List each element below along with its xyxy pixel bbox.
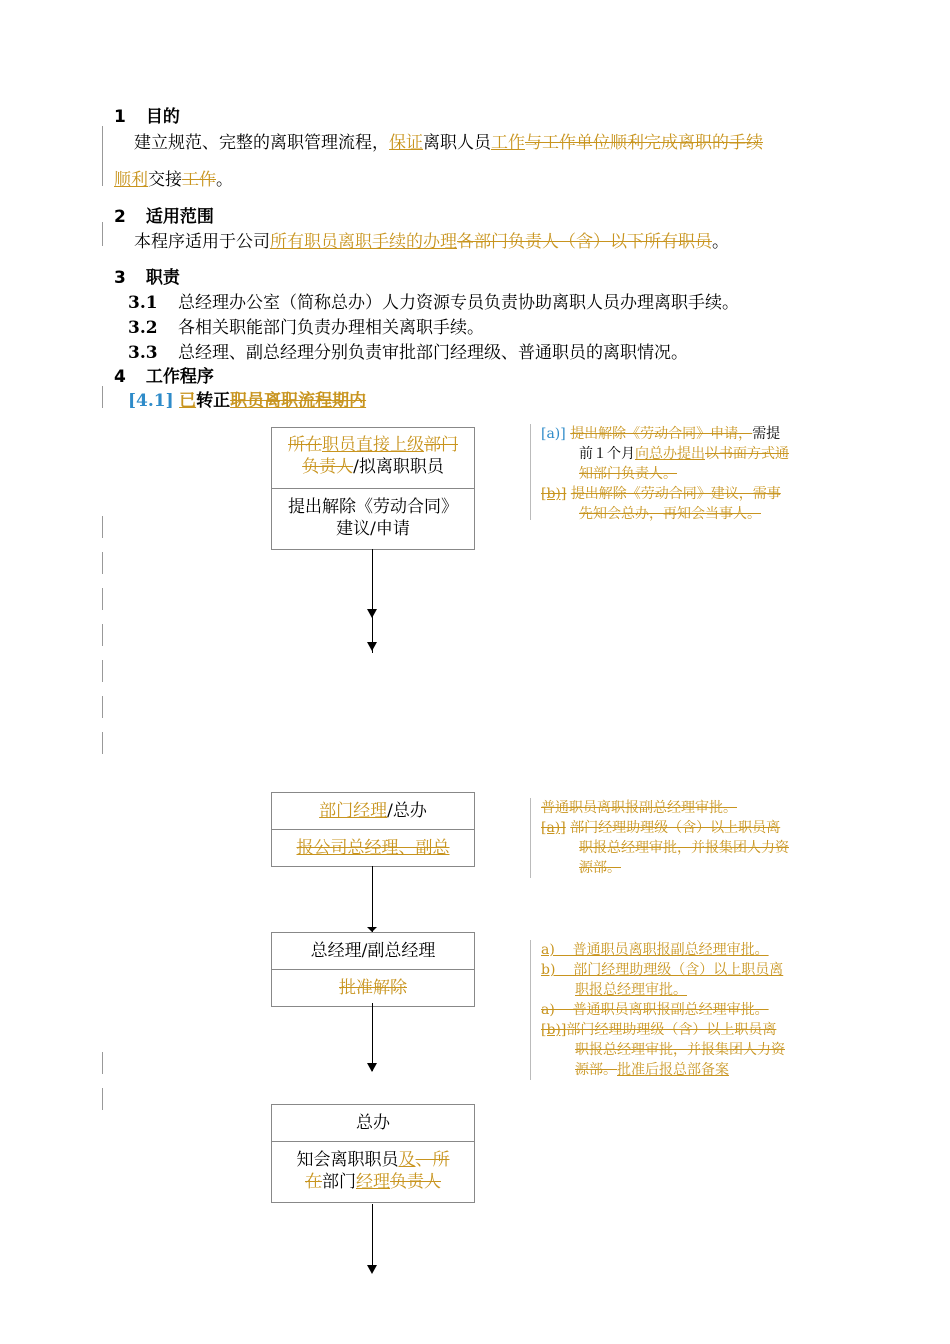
revision-bar (102, 660, 103, 682)
flow-step-role: 部门经理/总办 (319, 801, 427, 821)
flow-connector (372, 1003, 373, 1071)
revision-bar (102, 588, 103, 610)
flow-step-box (271, 792, 475, 867)
down-arrow-icon (367, 609, 377, 618)
section-1-body-line1: 建立规范、完整的离职管理流程，保证离职人员工作与工作单位顺利完成离职的手续 (134, 133, 763, 153)
down-arrow-icon (367, 1265, 377, 1274)
down-arrow-icon (367, 1063, 377, 1072)
flow-step-box (271, 1104, 475, 1203)
flow-step-action: 知会离职职员及、所 在部门经理负责人 (272, 1141, 474, 1202)
flow-step-box (271, 932, 475, 1007)
flow-note: 普通职员离职报副总经理审批。 [a)] 部门经理助理级（含）以上职员离 职报总经理审批，并报集团人力资 源部。 (530, 798, 789, 878)
duty-item: 3.3 总经理、副总经理分别负责审批部门经理级、普通职员的离职情况。 (128, 343, 688, 363)
revision-bar (102, 126, 103, 186)
revision-bar (102, 732, 103, 754)
flow-note: a) 普通职员离职报副总经理审批。 b) 部门经理助理级（含）以上职员离 职报总经理审批。 a) 普通职员离职报副总经理审批。 [b)]部门经理助理级（含）以上职员离 职报总经理审批，并报集团人力资 源部。批准后报总部备案 (530, 940, 785, 1080)
revision-bar (102, 386, 103, 408)
duty-item: 3.1 总经理办公室（简称总办）人力资源专员负责协助离职人员办理离职手续。 (128, 293, 739, 313)
flow-note: [a)] 提出解除《劳动合同》申请，需提 前１个月向总办提出以书面方式通 知部门负责人。 [b)] 提出解除《劳动合同》建议，需事 先知会总办，再知会当事人。 (530, 424, 789, 520)
revision-bar (102, 1052, 103, 1074)
flow-connector (372, 549, 373, 653)
revision-bar (102, 516, 103, 538)
revision-bar (102, 1088, 103, 1110)
subsection-4-1-heading: [4.1] 已转正职员离职流程期内 (128, 391, 367, 411)
flow-connector (372, 866, 373, 932)
flow-step-role: 总经理/副总经理 (310, 941, 436, 961)
revision-bar (102, 552, 103, 574)
flow-step-box (271, 427, 475, 550)
flow-connector (372, 1204, 373, 1270)
revision-bar (102, 222, 103, 246)
section-4-heading: 4 工作程序 (114, 367, 214, 387)
flow-step-action: 提出解除《劳动合同》建议/申请 (272, 488, 474, 549)
section-2-heading: 2 适用范围 (114, 207, 214, 227)
section-3-heading: 3 职责 (114, 268, 180, 288)
revision-bar (102, 696, 103, 718)
section-2-body: 本程序适用于公司所有职员离职手续的办理各部门负责人（含）以下所有职员。 (134, 232, 729, 252)
flow-step-role: 所在职员直接上级部门负责人/拟离职职员 (288, 435, 458, 477)
duty-item: 3.2 各相关职能部门负责办理相关离职手续。 (128, 318, 484, 338)
section-1-body-line2: 顺利交接工作。 (114, 170, 233, 190)
flow-step-action: 批准解除 (272, 969, 474, 1006)
section-number: 1 (114, 107, 126, 127)
flow-step-action: 报公司总经理、副总 (272, 829, 474, 866)
section-title: 目的 (145, 107, 180, 127)
down-arrow-icon (367, 642, 377, 651)
flow-step-role: 总办 (356, 1113, 390, 1133)
section-1-heading (114, 102, 180, 127)
revision-bar (102, 624, 103, 646)
